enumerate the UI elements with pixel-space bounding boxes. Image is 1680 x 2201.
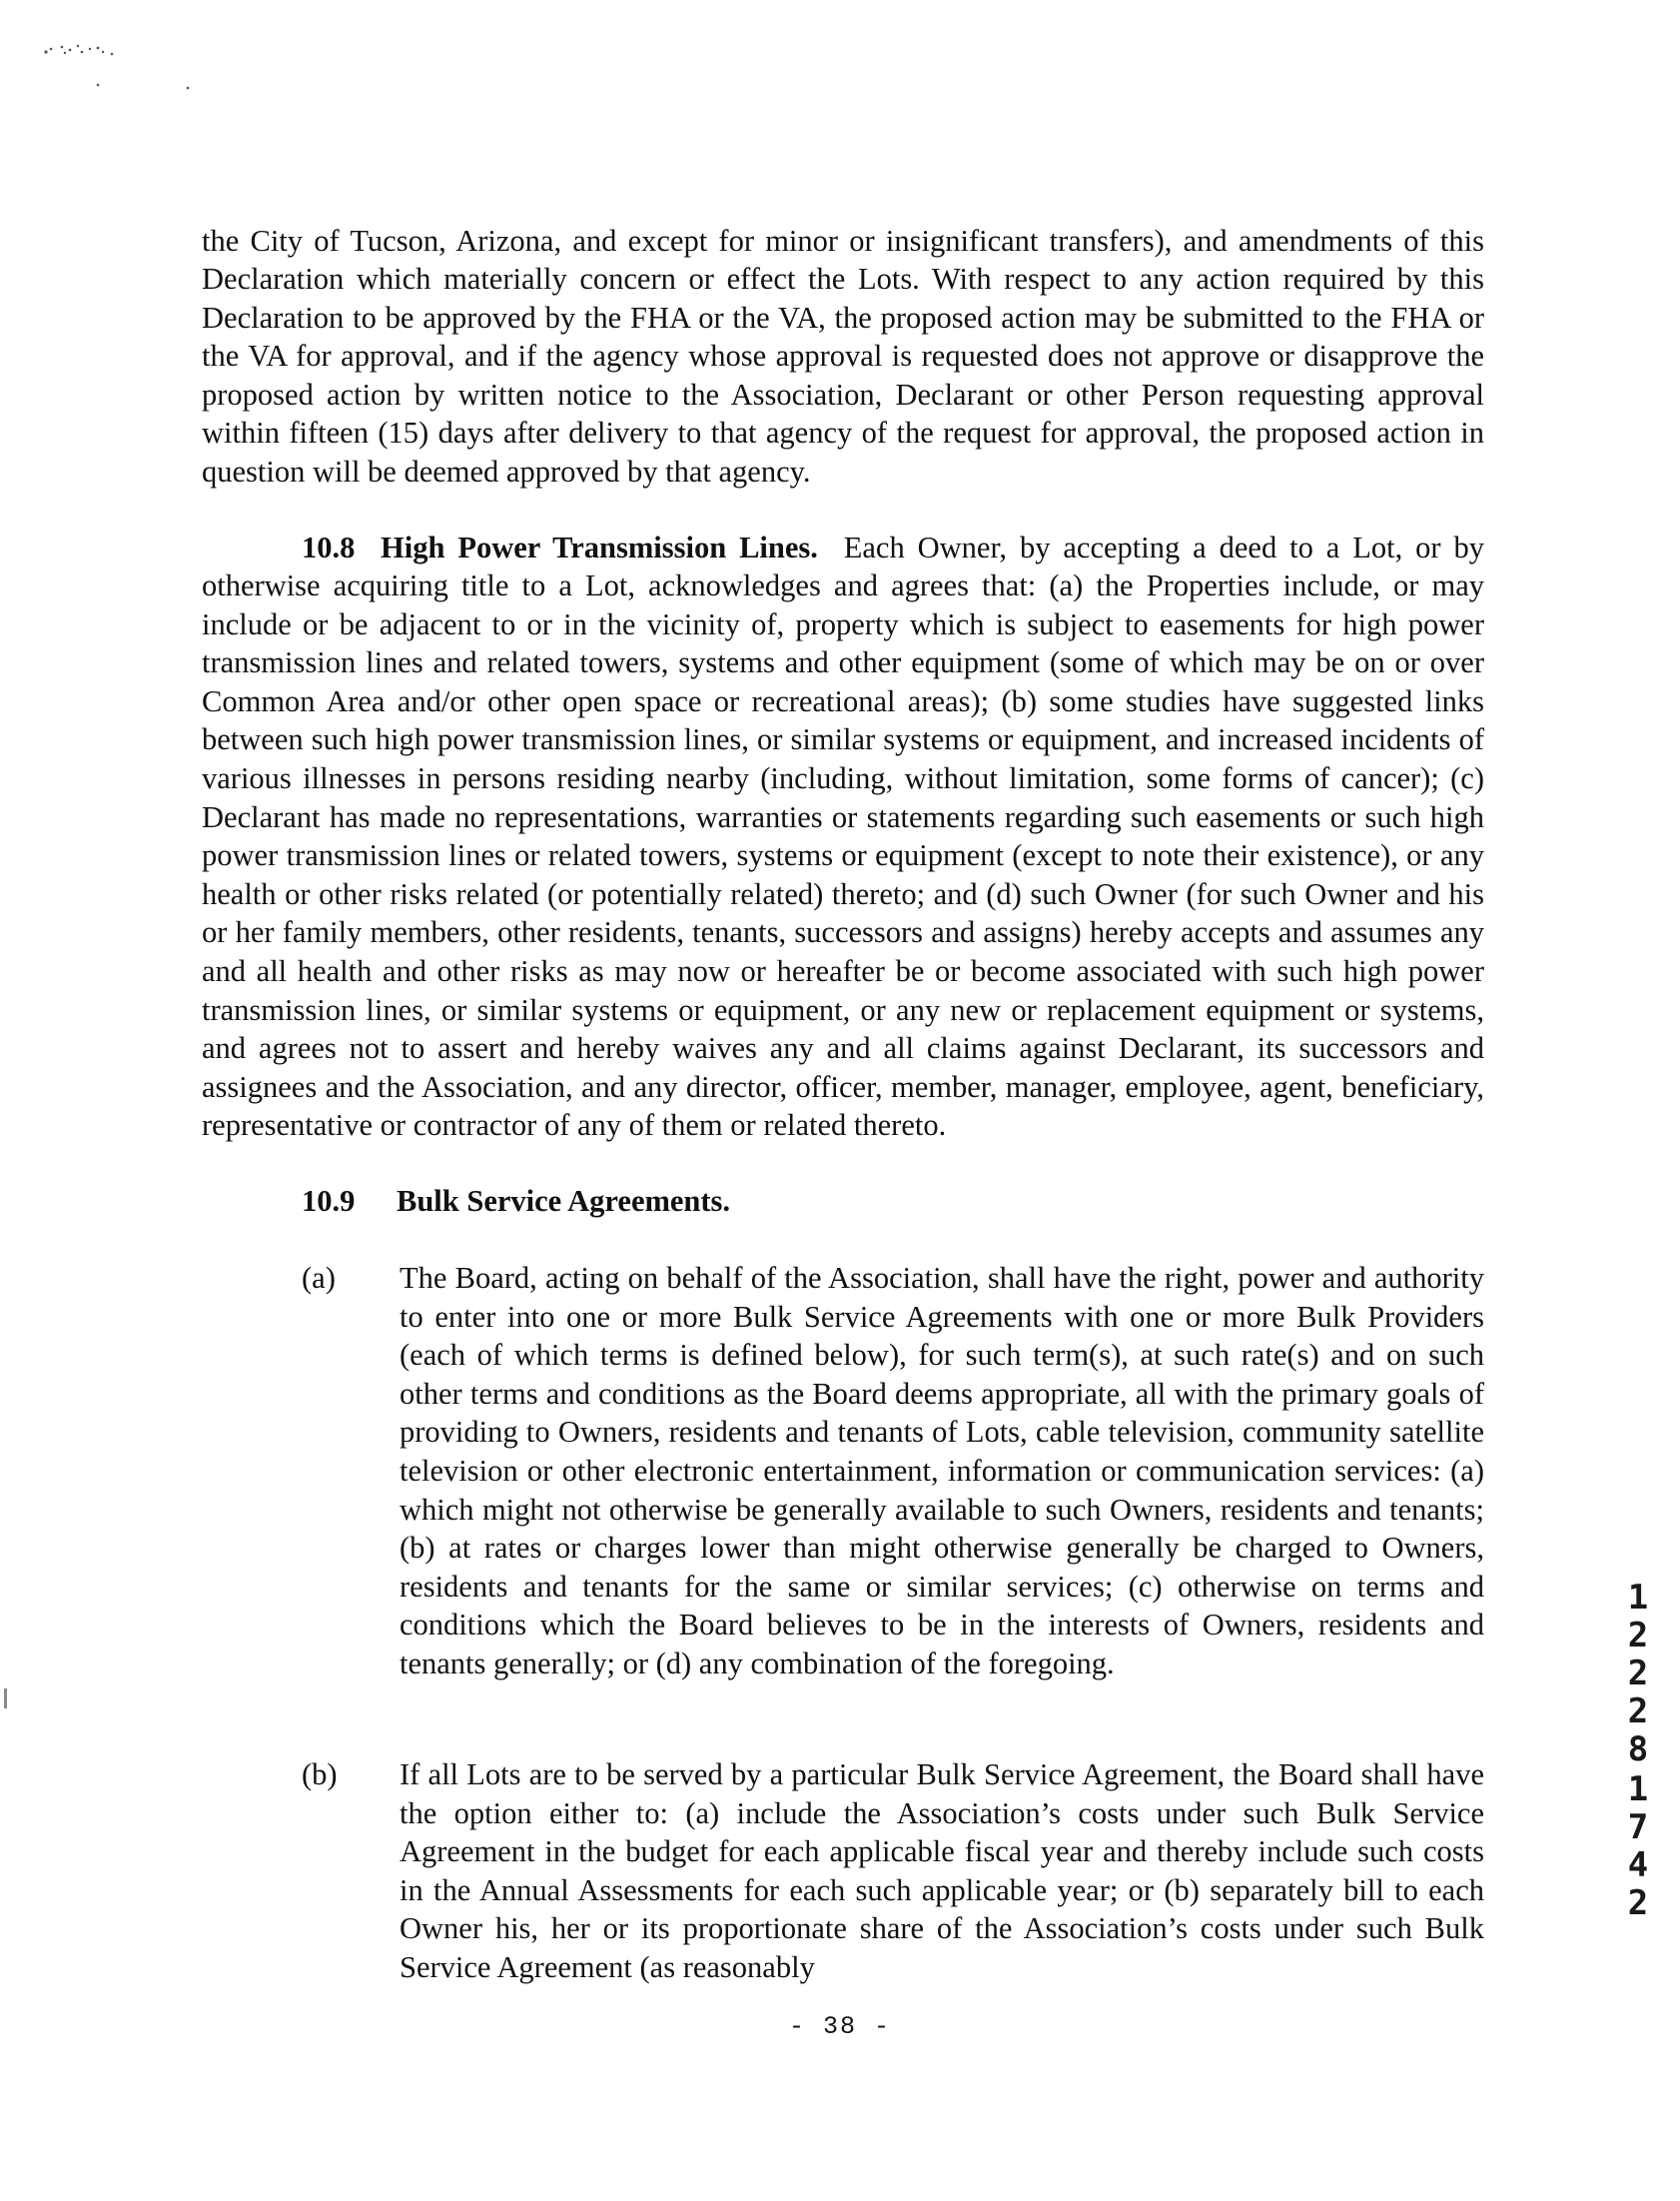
item-b-label: (b)	[302, 1757, 338, 1791]
item-a-label: (a)	[302, 1261, 336, 1295]
section-10-8-number: 10.8	[302, 530, 356, 564]
stamp-digit: 2	[1627, 1883, 1649, 1923]
stamp-digit: 2	[1627, 1616, 1649, 1655]
section-10-9-heading	[302, 1182, 730, 1221]
section-10-8-title: High Power Transmission Lines.	[381, 530, 818, 564]
recording-stamp-group-2	[1618, 1770, 1658, 1922]
section-10-8-body: Each Owner, by accepting a deed to a Lot, or by otherwise acquiring title to a Lot, acknowledges and agrees that: (a) the Properties include, or may include or be adjacent to or in the vicinity of, property which is subject to easements for high power transmission lines and related towers, systems and other equipment (some of which may be on or over Common Area and/or other open space or recreational areas); (b) some studies have suggested links between such high power transmission lines, or similar systems or equipment, and increased incidents of various illnesses in persons residing nearby (including, without limitation, some forms of cancer); (c) Declarant has made no representations, warranties or statements regarding such easements or such high power transmission lines or related towers, systems or equipment (except to note their existence), or any health or other risks related (or potentially related) thereto; and (d) such Owner (for such Owner and his or her family members, other residents, tenants, successors and assigns) hereby accepts and assumes any and all health and other risks as may now or hereafter be or become associated with such high power transmission lines, or similar systems or equipment, or any new or replacement equipment or systems, and agrees not to assert and hereby waives any and all claims against Declarant, its successors and assignees and the Association, and any director, officer, member, manager, employee, agent, beneficiary, representative or contractor of any of them or related thereto.	[202, 530, 1484, 1143]
section-10-8	[202, 529, 1484, 1146]
stamp-digit: 2	[1627, 1691, 1649, 1731]
recording-stamp-group-1	[1618, 1579, 1658, 1768]
item-a-text: The Board, acting on behalf of the Association, shall have the right, power and authority to enter into one or more Bulk Service Agreements with one or more Bulk Providers (each of which terms is defined below), for such term(s), at such rate(s) and on such other terms and conditions as the Board deems appropriate, all with the primary goals of providing to Owners, residents and tenants of Lots, cable television, community satellite television or other electronic entertainment, information or communication services: (a) which might not otherwise be generally available to such Owners, residents and tenants; (b) at rates or charges lower than might otherwise generally be charged to Owners, residents and tenants for the same or similar services; (c) otherwise on terms and conditions which the Board believes to be in the interests of Owners, residents and tenants generally; or (d) any combination of the foregoing.	[400, 1261, 1484, 1680]
stamp-digit: 7	[1627, 1807, 1649, 1847]
stamp-digit: 4	[1627, 1845, 1649, 1885]
scan-artifact-specks	[40, 40, 240, 140]
section-10-9-item-b	[302, 1755, 1484, 1987]
stamp-digit: 1	[1627, 1578, 1649, 1618]
stamp-digit: 1	[1627, 1769, 1649, 1809]
section-10-9-item-a	[302, 1259, 1484, 1683]
opening-paragraph: the City of Tucson, Arizona, and except for minor or insignificant transfers), and amendments of this Declaration which materially concern or effect the Lots. With respect to any action required by this Declaration to be approved by the FHA or the VA, the proposed action may be submitted to the FHA or the VA for approval, and if the agency whose approval is requested does not approve or disapprove the proposed action by written notice to the Association, Declarant or other Person requesting approval within fifteen (15) days after delivery to that agency of the request for approval, the proposed action in question will be deemed approved by that agency.	[202, 223, 1484, 490]
section-10-9-number: 10.9	[302, 1184, 356, 1218]
section-10-8-heading	[302, 531, 818, 564]
scan-edge-mark	[4, 1688, 7, 1708]
stamp-digit: 8	[1627, 1729, 1649, 1769]
page-number: - 38 -	[788, 2012, 891, 2041]
item-b-text: If all Lots are to be served by a particular Bulk Service Agreement, the Board shall have the option either to: (a) include the Association’s costs under such Bulk Service Agreement in the budget for each applicable fiscal year and thereby include such costs in the Annual Assessments for each such applicable year; or (b) separately bill to each Owner his, her or its proportionate share of the Association’s costs under such Bulk Service Agreement (as reasonably	[400, 1757, 1484, 1984]
section-10-9-title: Bulk Service Agreements.	[397, 1184, 731, 1218]
stamp-digit: 2	[1627, 1653, 1649, 1693]
